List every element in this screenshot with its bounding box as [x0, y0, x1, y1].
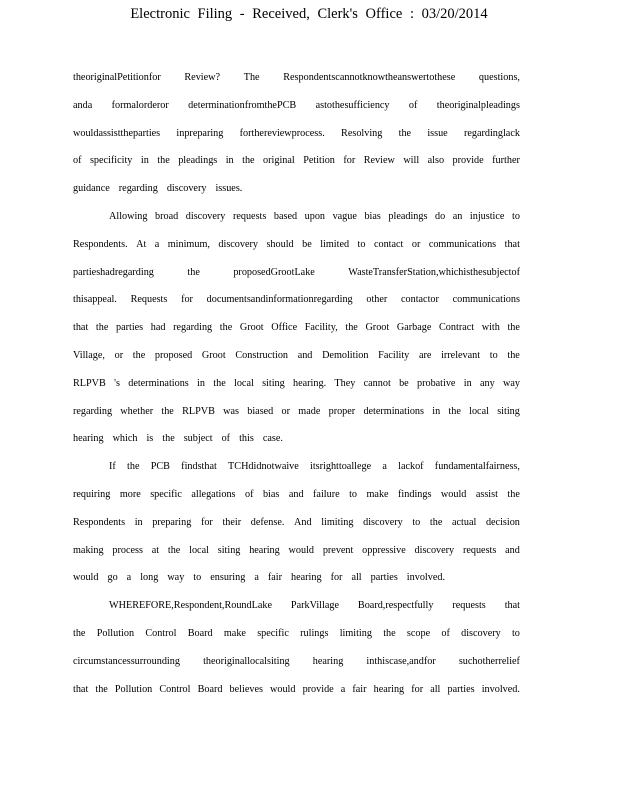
word: fair	[352, 683, 367, 695]
word: in	[463, 377, 472, 389]
word: Allowing	[109, 210, 148, 222]
word: documentsandinformationregarding	[206, 294, 353, 306]
word: hearing	[73, 433, 104, 445]
word: theoriginalpleadings	[436, 99, 520, 111]
word: in	[134, 516, 143, 528]
word: all	[430, 683, 441, 695]
word: discovery	[414, 544, 455, 556]
word: the	[345, 322, 358, 334]
word: made	[298, 405, 321, 417]
word: to	[193, 572, 202, 584]
word: RLPVB	[182, 405, 215, 417]
word: Groot	[239, 322, 264, 334]
text-line	[73, 68, 520, 96]
word: contactor	[400, 294, 439, 306]
word: the	[242, 155, 255, 167]
word: Board,respectfully	[357, 600, 434, 612]
word: allegations	[191, 488, 236, 500]
text-line	[73, 318, 520, 346]
word: that	[73, 683, 89, 695]
word: discovery	[363, 516, 403, 528]
word: They	[334, 377, 356, 389]
word: actual	[451, 516, 477, 528]
word: determinations	[363, 405, 424, 417]
word: had	[150, 322, 166, 334]
word: regarding	[73, 405, 113, 417]
word: wouldassisttheparties	[73, 127, 161, 139]
word: Office	[271, 322, 298, 334]
word: of	[441, 627, 450, 639]
word: other	[366, 294, 388, 306]
word: anda	[73, 99, 93, 111]
page-header: Electronic Filing - Received, Clerk's Office : 03/20/2014	[130, 6, 488, 22]
word: itsrighttoallege	[310, 461, 372, 473]
word: discovery	[218, 238, 258, 250]
word: hearing	[312, 655, 344, 667]
word: the	[398, 127, 412, 139]
word: the	[507, 322, 520, 334]
word: scope	[406, 627, 431, 639]
text-line	[73, 179, 520, 207]
word: thisappeal.	[73, 294, 117, 306]
word: the	[383, 627, 396, 639]
word: are	[418, 349, 432, 361]
word: limiting	[339, 627, 372, 639]
word: determinations	[128, 377, 189, 389]
word: long	[140, 572, 159, 584]
word: this	[239, 433, 254, 445]
word: Village,	[73, 349, 105, 361]
word: Respondents.	[73, 238, 128, 250]
text-line	[73, 402, 520, 430]
word: further	[492, 155, 520, 167]
document-body	[73, 68, 520, 707]
word: requiring	[73, 488, 111, 500]
word: the	[162, 433, 175, 445]
word: that	[504, 600, 520, 612]
word: was	[223, 405, 239, 417]
word: of	[221, 433, 231, 445]
word: specific	[257, 627, 289, 639]
word: or	[411, 238, 421, 250]
word: prevent	[322, 544, 354, 556]
word: make	[366, 488, 389, 500]
word: a	[154, 238, 160, 250]
word: bias	[262, 488, 280, 500]
word: in	[197, 377, 205, 389]
text-line	[73, 96, 520, 124]
word: the	[429, 516, 443, 528]
word: parties	[447, 683, 475, 695]
word: partieshadregarding	[73, 266, 154, 278]
text-line	[73, 429, 520, 457]
word: hearing	[373, 683, 405, 695]
word: If	[109, 461, 116, 473]
word: would	[73, 572, 99, 584]
word: is	[146, 433, 154, 445]
word: determinationfromthePCB	[188, 99, 297, 111]
word: make	[223, 627, 246, 639]
word: the	[132, 349, 146, 361]
word: Facility	[378, 349, 410, 361]
word: issue	[427, 127, 448, 139]
word: discovery	[461, 627, 501, 639]
word: hearing	[291, 572, 322, 584]
word: involved.	[481, 683, 520, 695]
word: for	[330, 572, 343, 584]
word: issues.	[215, 183, 243, 195]
word: fair	[267, 572, 282, 584]
word: of	[408, 99, 418, 111]
text-line	[73, 290, 520, 318]
word: requests	[452, 600, 486, 612]
word: and	[288, 488, 304, 500]
word: would	[440, 488, 467, 500]
word: should	[266, 238, 294, 250]
word: proposed	[154, 349, 193, 361]
word: limiting	[321, 516, 354, 528]
word: Garbage	[396, 322, 432, 334]
word: Review?	[184, 72, 221, 83]
word: to	[349, 488, 358, 500]
word: suchotherrelief	[458, 655, 520, 667]
word: siting	[217, 544, 241, 556]
word: guidance	[73, 183, 110, 195]
word: astothesufficiency	[315, 99, 390, 111]
word: their	[222, 516, 242, 528]
word: process	[112, 544, 143, 556]
word: preparing	[152, 516, 192, 528]
word: regarding	[118, 183, 158, 195]
word: and	[505, 544, 520, 556]
word: involved.	[406, 572, 445, 584]
word: Groot	[201, 349, 226, 361]
word: requests	[462, 544, 497, 556]
word: vague	[332, 210, 357, 222]
word: limited	[320, 238, 350, 250]
word: inpreparing	[176, 127, 224, 139]
word: way	[167, 572, 185, 584]
word: bias	[364, 210, 381, 222]
word: broad	[155, 210, 179, 222]
text-line	[73, 596, 520, 624]
word: parties	[370, 572, 398, 584]
text-line	[73, 541, 520, 569]
word: more	[119, 488, 141, 500]
word: proposedGrootLake	[233, 266, 315, 278]
word: that	[504, 238, 520, 250]
word: the	[507, 488, 520, 500]
word: circumstancessurrounding	[73, 655, 180, 667]
word: to	[357, 238, 366, 250]
word: a	[382, 461, 387, 473]
word: decision	[485, 516, 520, 528]
word: discovery	[166, 183, 207, 195]
word: be	[399, 377, 409, 389]
word: the	[157, 155, 170, 167]
word: for	[200, 516, 213, 528]
word: of	[244, 488, 254, 500]
word: which	[112, 433, 138, 445]
word: Facility,	[304, 322, 338, 334]
word: Pollution	[114, 683, 153, 695]
word: WasteTransferStation,whichisthesubjectof	[348, 266, 520, 278]
word: or	[281, 405, 291, 417]
word: local	[189, 544, 209, 556]
word: local	[234, 377, 254, 389]
word: a	[126, 572, 132, 584]
word: The	[243, 72, 260, 83]
word: 's	[114, 377, 120, 389]
word: ParkVillage	[290, 600, 339, 612]
word: provide	[302, 683, 334, 695]
word: findsthat	[181, 461, 217, 473]
word: siting	[497, 405, 520, 417]
word: RLPVB	[73, 377, 106, 389]
word: hearing.	[293, 377, 327, 389]
word: in	[225, 155, 234, 167]
word: case.	[262, 433, 283, 445]
word: injustice	[469, 210, 505, 222]
word: a	[254, 572, 259, 584]
word: subject	[183, 433, 213, 445]
word: whether	[120, 405, 154, 417]
word: assist	[475, 488, 498, 500]
word: would	[288, 544, 315, 556]
word: specific	[150, 488, 182, 500]
word: hearing	[249, 544, 280, 556]
text-line	[73, 263, 520, 291]
word: ensuring	[210, 572, 246, 584]
word: lackof	[398, 461, 424, 473]
word: proper	[328, 405, 356, 417]
word: Control	[145, 627, 177, 639]
word: be	[302, 238, 312, 250]
word: based	[273, 210, 298, 222]
text-line	[73, 568, 520, 596]
word: Board	[197, 683, 223, 695]
word: Construction	[235, 349, 289, 361]
word: contact	[373, 238, 404, 250]
word: and	[297, 349, 313, 361]
word: rulings	[300, 627, 329, 639]
word: to	[412, 516, 421, 528]
word: or	[114, 349, 124, 361]
word: also	[427, 155, 445, 167]
word: would	[270, 683, 296, 695]
word: theoriginallocalsiting	[203, 655, 290, 667]
word: the	[73, 627, 86, 639]
word: local	[469, 405, 489, 417]
word: will	[403, 155, 420, 167]
word: any	[479, 377, 495, 389]
word: defense.	[250, 516, 285, 528]
word: the	[187, 266, 200, 278]
word: for	[411, 683, 424, 695]
word: for	[181, 294, 193, 306]
word: parties	[115, 322, 144, 334]
word: the	[219, 322, 233, 334]
word: Respondentscannotknowtheanswertothese	[283, 72, 456, 83]
word: original	[263, 155, 295, 167]
word: way	[502, 377, 520, 389]
word: go	[107, 572, 118, 584]
text-line	[73, 207, 520, 235]
word: TCHdidnotwaive	[228, 461, 299, 473]
word: pleadings	[178, 155, 218, 167]
word: specificity	[89, 155, 133, 167]
word: pleadings	[388, 210, 428, 222]
word: minimum,	[167, 238, 210, 250]
text-line	[73, 624, 520, 652]
word: irrelevant	[441, 349, 481, 361]
word: provide	[452, 155, 484, 167]
word: forthereviewprocess.	[239, 127, 325, 139]
text-line	[73, 124, 520, 152]
word: the	[95, 322, 109, 334]
text-line	[73, 457, 520, 485]
word: Contract	[439, 322, 475, 334]
word: the	[161, 405, 174, 417]
word: communications	[452, 294, 520, 306]
word: to	[511, 210, 520, 222]
word: Resolving	[341, 127, 383, 139]
word: do	[435, 210, 446, 222]
word: biased	[247, 405, 274, 417]
word: upon	[304, 210, 326, 222]
word: WHEREFORE,Respondent,RoundLake	[109, 600, 272, 612]
word: in	[432, 405, 441, 417]
word: all	[351, 572, 362, 584]
word: regarding	[173, 322, 213, 334]
word: communications	[428, 238, 497, 250]
word: a	[340, 683, 346, 695]
word: with	[481, 322, 500, 334]
word: Board	[187, 627, 213, 639]
word: the	[95, 683, 108, 695]
word: fundamentalfairness,	[434, 461, 520, 473]
text-line	[73, 374, 520, 402]
word: at	[151, 544, 160, 556]
word: failure	[313, 488, 340, 500]
word: Groot	[365, 322, 390, 334]
word: Demolition	[322, 349, 369, 361]
word: cannot	[363, 377, 391, 389]
word: Control	[159, 683, 191, 695]
word: believes	[229, 683, 263, 695]
word: oppressive	[362, 544, 406, 556]
word: in	[140, 155, 149, 167]
text-line	[73, 346, 520, 374]
word: Petition	[303, 155, 335, 167]
word: probative	[416, 377, 456, 389]
word: the	[213, 377, 226, 389]
word: requests	[232, 210, 267, 222]
word: an	[452, 210, 463, 222]
word: the	[127, 461, 140, 473]
word: PCB	[150, 461, 170, 473]
text-line	[73, 151, 520, 179]
word: formalorderor	[111, 99, 169, 111]
word: And	[294, 516, 312, 528]
word: making	[73, 544, 104, 556]
word: theoriginalPetitionfor	[73, 72, 161, 83]
word: of	[73, 155, 82, 167]
word: findings	[398, 488, 432, 500]
word: for	[343, 155, 356, 167]
word: the	[507, 349, 520, 361]
word: that	[73, 322, 89, 334]
word: siting	[262, 377, 285, 389]
word: Pollution	[96, 627, 135, 639]
word: to	[489, 349, 498, 361]
word: the	[167, 544, 181, 556]
word: the	[448, 405, 461, 417]
word: Requests	[130, 294, 168, 306]
word: regardinglack	[463, 127, 520, 139]
word: inthiscase,andfor	[366, 655, 436, 667]
text-line	[73, 235, 520, 263]
text-line	[73, 513, 520, 541]
word: discovery	[185, 210, 226, 222]
word: to	[511, 627, 520, 639]
word: Respondents	[73, 516, 126, 528]
text-line	[73, 485, 520, 513]
text-line	[73, 652, 520, 680]
text-line	[73, 680, 520, 708]
word: At	[136, 238, 147, 250]
word: questions,	[478, 72, 520, 83]
word: Review	[363, 155, 395, 167]
